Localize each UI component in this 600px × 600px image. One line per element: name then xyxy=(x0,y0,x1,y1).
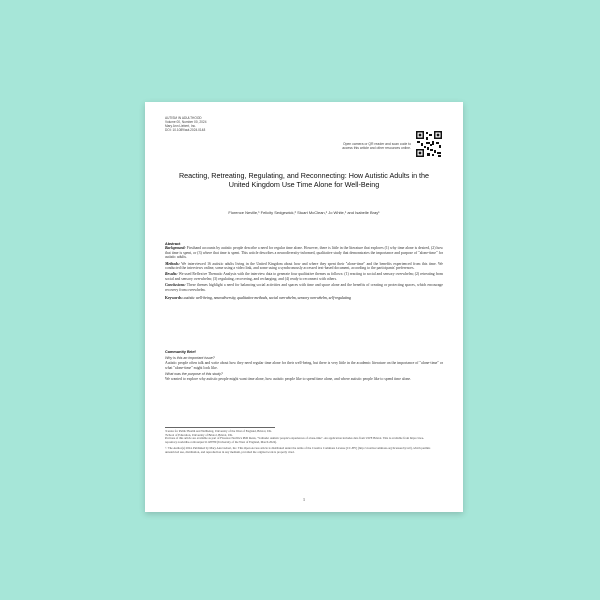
journal-volume: Volume 00, Number 00, 2024 xyxy=(165,120,207,124)
footnote-affiliation-1: ¹Centre for Public Health and Wellbeing, University of the West of England, Bristol, UK. xyxy=(165,429,273,433)
journal-publisher: Mary Ann Liebert, Inc. xyxy=(165,124,197,128)
conclusions-label: Conclusions: xyxy=(165,283,186,288)
brief-answer-1: Autistic people often talk and write about how they need regular time alone for their well-being, but there is very little in the academic literature on the importance of "alone-time" or what "alone-time" might look like. xyxy=(165,361,443,370)
conclusions-text: These themes highlight a need for balancing social activities and spaces with time and space alone and the benefits of creating or protecting spaces, which encourage recovery from overwhelm. xyxy=(165,283,443,292)
community-brief xyxy=(165,350,443,384)
results-label: Results: xyxy=(165,272,178,277)
keywords-label: Keywords: xyxy=(165,295,183,300)
footnote-license: © The Author(s) 2024. Published by Mary Ann Liebert, Inc. This Open Access article is distributed under the terms of the Creative Commons License [CC-BY] (http://creativecommons.org/licenses/by/4.0), which permits unrestricted use, distribution, and reproduction in any medium, provided the original work is properly cited. xyxy=(165,445,431,454)
footnote-affiliation-2: ²School of Education, University of Bristol, Bristol, UK. xyxy=(165,432,233,437)
author-list: Florence Neville,¹ Felicity Sedgewick,² Stuart McClean,¹ Jo White,¹ and Isabelle Bray¹ xyxy=(228,210,380,215)
footnote-divider xyxy=(165,427,275,428)
qr-code-icon[interactable] xyxy=(415,130,443,158)
brief-answer-2: We wanted to explore why autistic people might want time alone, how autistic people like to spend time alone, and where autistic people like to spend time alone. xyxy=(165,377,412,382)
abstract-heading: Abstract xyxy=(165,242,181,246)
qr-note: Open camera or QR reader and scan code to access this article and other resources online. xyxy=(342,142,411,151)
page-number: 1 xyxy=(303,497,305,502)
article-title: Reacting, Retreating, Regulating, and Reconnecting: How Autistic Adults in the United Kingdom Use Time Alone for Well-Being xyxy=(178,171,430,189)
footnote-thesis: Portions of this article are available as part of Florence Neville's PhD thesis, "Solitude: Autistic people's experiences of alone-time". An application includes data from UWE Bristol. This is available from https://uwe-repository.worktribe.com/output/11128789 (University of the West of England, March 2024). xyxy=(165,436,425,445)
brief-heading: Community Brief xyxy=(165,350,196,354)
brief-question-2: What was the purpose of this study? xyxy=(165,372,223,377)
background-label: Background: xyxy=(165,246,186,250)
methods-label: Methods: xyxy=(165,261,180,266)
journal-name: AUTISM IN ADULTHOOD xyxy=(165,116,202,120)
journal-info xyxy=(165,116,206,132)
abstract-section xyxy=(165,242,443,302)
article-page xyxy=(145,102,463,512)
footnotes xyxy=(165,430,443,454)
background-text: Firsthand accounts by autistic people describe a need for regular time alone. However, there is little in the literature that explores (1) why time alone is desired, (2) how that time is spent, or (3) where that time is spent. This article describes a neurodiversity-informed, qualitative study that demonstrates the importance and purpose of "alone-time" for autistic adults. xyxy=(165,246,443,260)
methods-text: We interviewed 16 autistic adults living in the United Kingdom about how and where they spent their "alone-time" and the benefits experienced from this time. We conducted the interviews online, some using a video link, and some using a synchronously accessed text-based document, according to the participants' preferences. xyxy=(165,261,443,271)
brief-question-1: Why is this an important issue? xyxy=(165,356,215,360)
journal-doi: DOI: 10.1089/aut.2024.0148 xyxy=(165,128,206,132)
results-text: We used Reflexive Thematic Analysis with the interview data to generate four qualitative themes as follows: (1) reacting to social and sensory overwhelm; (2) retreating from social and sensory overwhelm; (3) regulating, recovering, and recharging; and (4) ready to reconnect with others. xyxy=(165,272,443,281)
keywords-text: autistic well-being, neurodiversity, qualitative methods, social overwhelm, sensory overwhelm, self-regulating xyxy=(183,295,351,300)
